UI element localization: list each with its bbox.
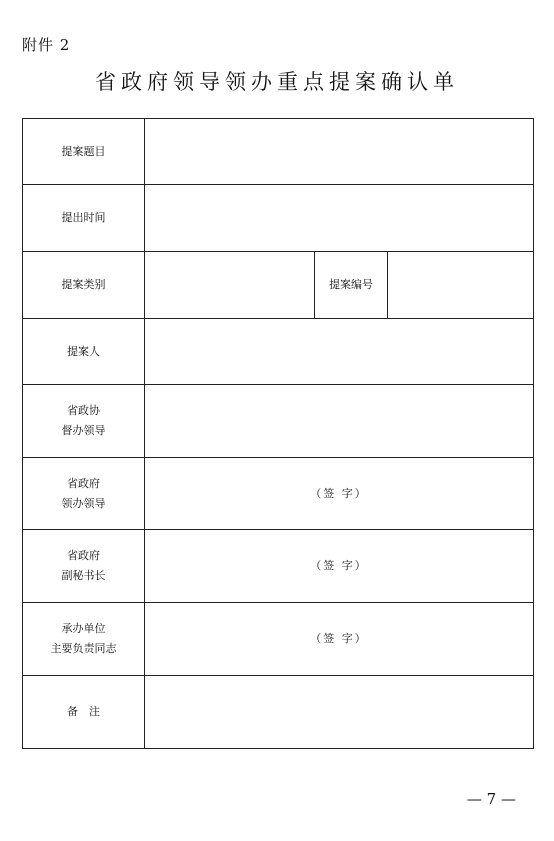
cppcc-leader-field[interactable]	[145, 385, 534, 458]
gov-leader-label	[23, 458, 145, 530]
number-label: 提案编号	[315, 252, 388, 319]
attachment-label: 附件 2	[22, 36, 71, 54]
time-field[interactable]	[145, 185, 534, 252]
number-field[interactable]	[388, 252, 534, 319]
row-unit-head	[23, 603, 534, 676]
deputy-secretary-signature-field[interactable]: （签 字）	[145, 530, 534, 603]
time-label: 提出时间	[23, 185, 145, 252]
remarks-label: 备 注	[23, 676, 145, 749]
cppcc-leader-label	[23, 385, 145, 458]
unit-head-label-line2: 主要负责同志	[50, 642, 117, 655]
row-deputy-secretary	[23, 530, 534, 603]
proposal-confirmation-form	[22, 118, 534, 749]
page-title: 省政府领导领办重点提案确认单	[95, 70, 459, 94]
gov-leader-signature-field[interactable]: （签 字）	[145, 458, 534, 530]
row-time	[23, 185, 534, 252]
page-number: — 7 —	[466, 790, 516, 808]
row-gov-leader	[23, 458, 534, 530]
row-topic	[23, 119, 534, 185]
gov-leader-label-line1: 省政府	[67, 476, 100, 490]
deputy-secretary-label	[23, 530, 145, 603]
unit-head-label	[23, 603, 145, 676]
topic-field[interactable]	[145, 119, 534, 185]
cppcc-leader-label-line2: 督办领导	[61, 424, 106, 437]
gov-leader-label-line2: 领办领导	[61, 496, 106, 510]
row-category	[23, 252, 534, 319]
unit-head-label-line1: 承办单位	[61, 622, 106, 635]
cppcc-leader-label-line1: 省政协	[67, 404, 100, 417]
category-label: 提案类别	[23, 252, 145, 319]
row-remarks	[23, 676, 534, 749]
remarks-field[interactable]	[145, 676, 534, 749]
row-proposer	[23, 319, 534, 385]
category-field[interactable]	[145, 252, 315, 319]
unit-head-signature-field[interactable]: （签 字）	[145, 603, 534, 676]
proposer-label: 提案人	[23, 319, 145, 385]
row-cppcc-leader	[23, 385, 534, 458]
topic-label: 提案题目	[23, 119, 145, 185]
deputy-secretary-label-line1: 省政府	[67, 549, 100, 562]
deputy-secretary-label-line2: 副秘书长	[61, 569, 106, 582]
proposer-field[interactable]	[145, 319, 534, 385]
